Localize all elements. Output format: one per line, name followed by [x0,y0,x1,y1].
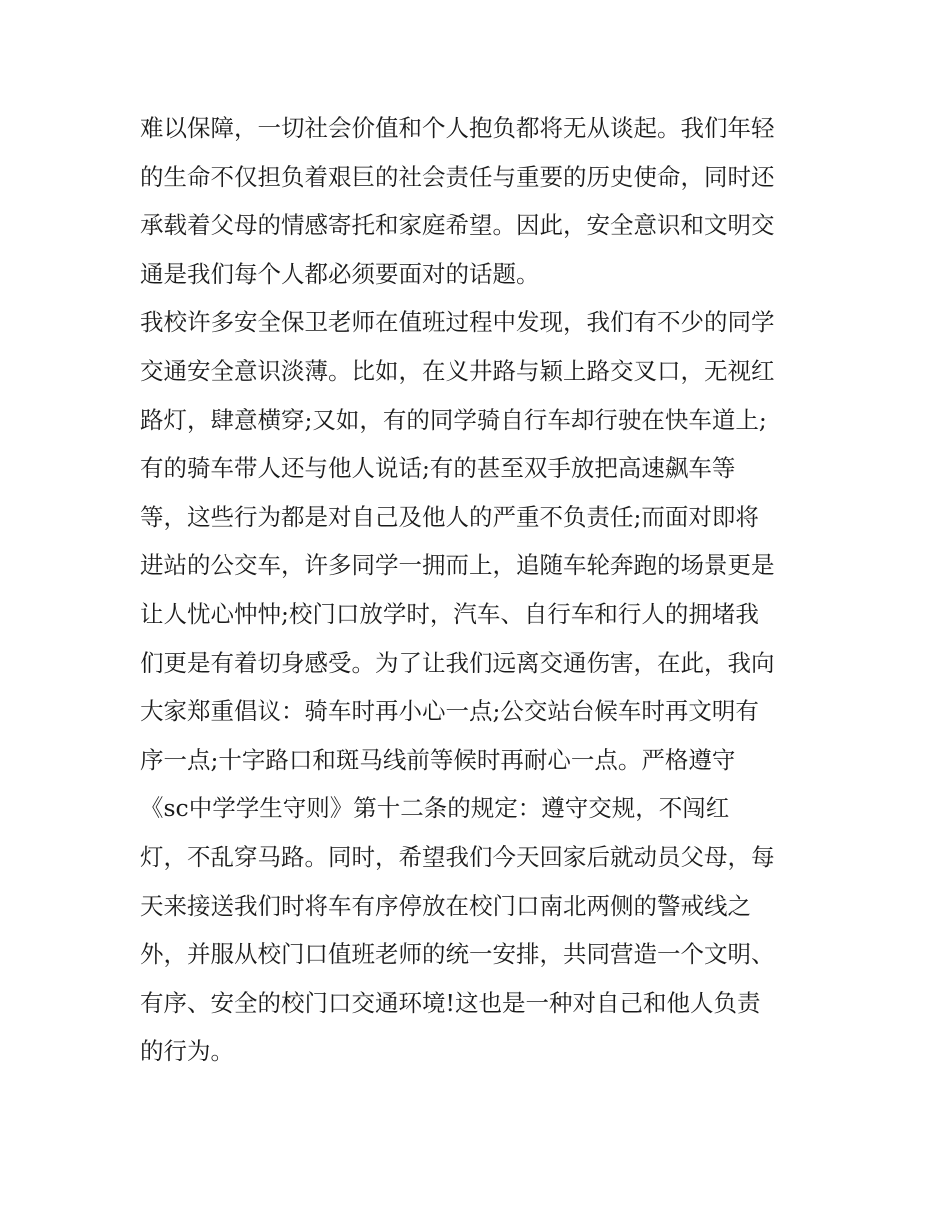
text-line: 难以保障，一切社会价值和个人抱负都将无从谈起。我们年轻 [140,114,775,142]
text-line: 天来接送我们时将车有序停放在校门口南北两侧的警戒线之 [140,891,751,920]
text-line: 路灯，肆意横穿;又如，有的同学骑自行车却行驶在快车道上; [140,405,767,434]
text-line: 的生命不仅担负着艰巨的社会责任与重要的历史使命，同时还 [140,162,775,191]
body-text [140,104,830,1076]
text-line: 进站的公交车，许多同学一拥而上，追随车轮奔跑的场景更是 [140,551,775,580]
text-line: 有序、安全的校门口交通环境!这也是一种对自己和他人负责 [140,988,761,1017]
text-line: 等，这些行为都是对自己及他人的严重不负责任;而面对即将 [140,502,759,531]
text-line: 的行为。 [140,1037,234,1066]
text-line: 让人忧心忡忡;校门口放学时，汽车、自行车和行人的拥堵我 [140,599,759,628]
text-line: 序一点;十字路口和斑马线前等候时再耐心一点。严格遵守 [140,745,736,774]
text-line: 《sc中学学生守则》第十二条的规定：遵守交规，不闯红 [140,794,730,823]
text-line: 们更是有着切身感受。为了让我们远离交通伤害，在此，我向 [140,648,775,677]
text-line: 我校许多安全保卫老师在值班过程中发现，我们有不少的同学 [140,308,775,337]
text-line: 通是我们每个人都必须要面对的话题。 [140,259,540,288]
text-line: 灯，不乱穿马路。同时，希望我们今天回家后就动员父母，每 [140,842,775,871]
text-line: 交通安全意识淡薄。比如，在义井路与颖上路交叉口，无视红 [140,356,775,385]
text-line: 有的骑车带人还与他人说话;有的甚至双手放把高速飙车等 [140,454,736,483]
text-line: 大家郑重倡议：骑车时再小心一点;公交站台候车时再文明有 [140,697,759,726]
text-line: 承载着父母的情感寄托和家庭希望。因此，安全意识和文明交 [140,211,775,240]
text-line: 外，并服从校门口值班老师的统一安排，共同营造一个文明、 [140,940,775,969]
